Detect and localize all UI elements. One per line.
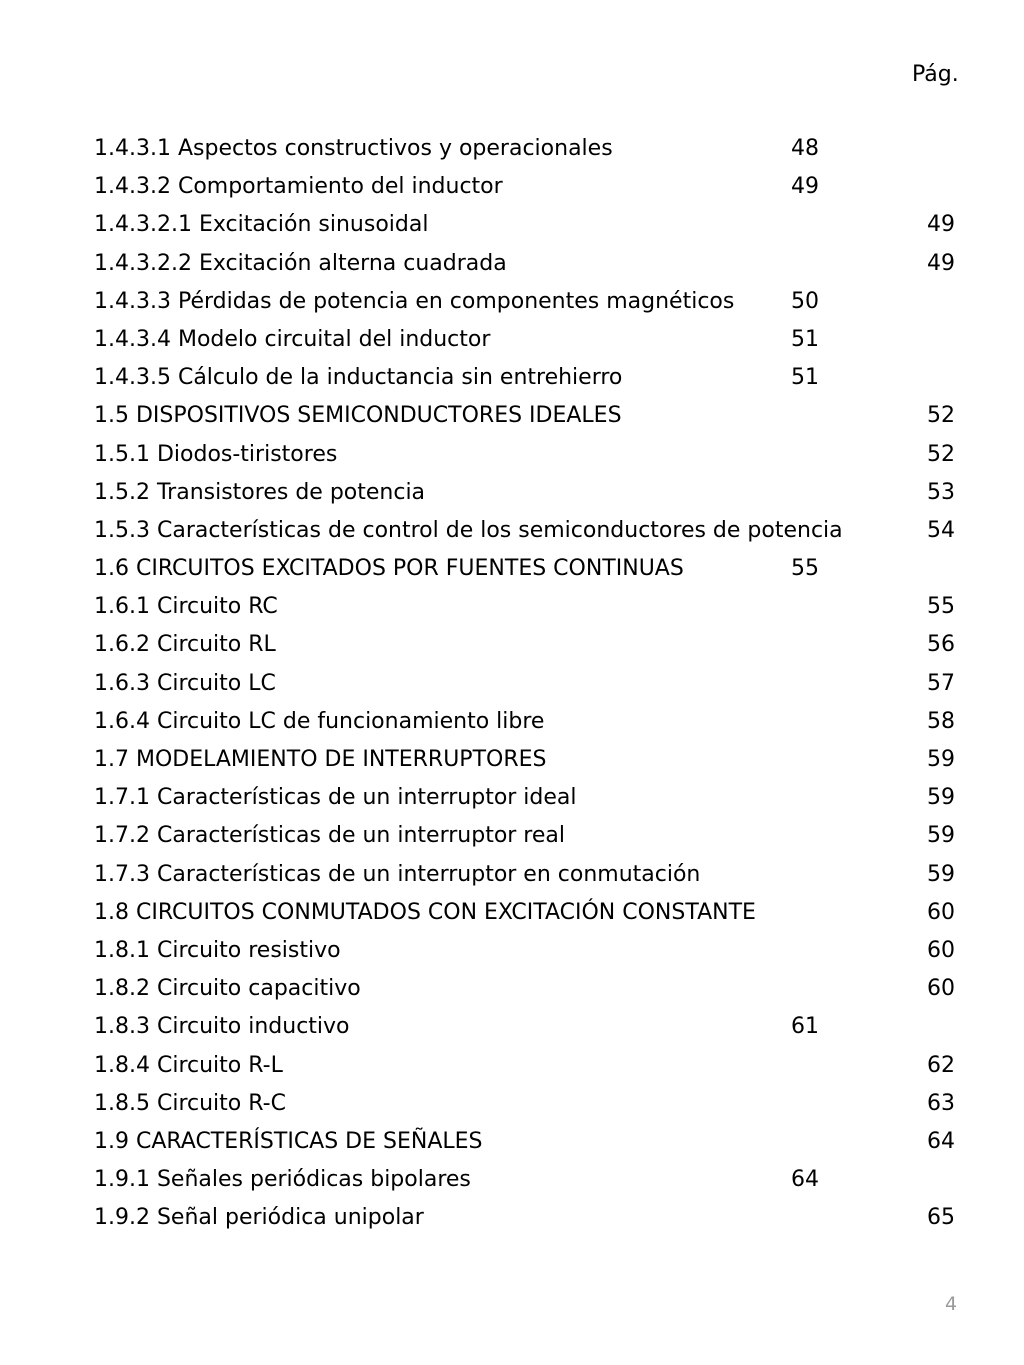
toc-entry <box>94 741 964 779</box>
toc-entry-title: 1.5 DISPOSITIVOS SEMICONDUCTORES IDEALES <box>94 403 622 429</box>
toc-entry-page: 48 <box>791 136 819 161</box>
toc-entry-title: 1.4.3.2.2 Excitación alterna cuadrada <box>94 250 507 276</box>
toc-entry-title: 1.9.2 Señal periódica unipolar <box>94 1205 424 1231</box>
toc-entry-page: 64 <box>927 1128 955 1154</box>
toc-entry-page: 59 <box>927 747 955 772</box>
toc-entry-title: 1.8.5 Circuito R-C <box>94 1090 286 1116</box>
toc-entry-page: 58 <box>927 708 955 734</box>
toc-entry <box>94 1008 964 1046</box>
toc-entry <box>94 512 964 550</box>
toc-entry-page: 63 <box>927 1090 955 1116</box>
toc-entry <box>94 1161 964 1199</box>
toc-entry-title: 1.4.3.1 Aspectos constructivos y operacionales <box>94 136 613 161</box>
toc-entry-title: 1.8.3 Circuito inductivo <box>94 1014 350 1040</box>
page-column-label: Pág. <box>912 62 959 87</box>
toc-entry-title: 1.4.3.5 Cálculo de la inductancia sin entrehierro <box>94 365 623 391</box>
toc-entry <box>94 359 964 397</box>
toc-entry <box>94 436 964 474</box>
toc-entry <box>94 397 964 435</box>
toc-entry-title: 1.8.1 Circuito resistivo <box>94 937 341 963</box>
toc-entry-page: 49 <box>927 250 955 276</box>
toc-entry <box>94 703 964 741</box>
toc-entry-title: 1.5.1 Diodos-tiristores <box>94 441 338 467</box>
toc-entry <box>94 206 964 244</box>
toc-entry-page: 61 <box>791 1014 819 1040</box>
toc-entry <box>94 970 964 1008</box>
toc-entry-title: 1.6.2 Circuito RL <box>94 632 276 658</box>
toc-entry-title: 1.4.3.2.1 Excitación sinusoidal <box>94 212 429 238</box>
toc-entry <box>94 1199 964 1237</box>
toc-entry-page: 49 <box>791 174 819 200</box>
toc-entry-title: 1.7.2 Características de un interruptor real <box>94 823 566 849</box>
toc-entry-title: 1.8.2 Circuito capacitivo <box>94 976 361 1002</box>
toc-entry <box>94 1085 964 1123</box>
toc-entry <box>94 588 964 626</box>
toc-entry <box>94 856 964 894</box>
toc-entry-title: 1.8 CIRCUITOS CONMUTADOS CON EXCITACIÓN CONSTANTE <box>94 899 756 925</box>
toc-entry-title: 1.6.3 Circuito LC <box>94 670 276 696</box>
toc-entry-page: 59 <box>927 823 955 849</box>
toc-entry <box>94 779 964 817</box>
toc-entry-page: 59 <box>927 785 955 811</box>
toc-entry <box>94 1123 964 1161</box>
table-of-contents <box>94 130 964 1237</box>
toc-entry-page: 60 <box>927 899 955 925</box>
toc-entry <box>94 1047 964 1085</box>
toc-entry <box>94 817 964 855</box>
toc-entry <box>94 283 964 321</box>
toc-entry-page: 55 <box>927 594 955 620</box>
toc-entry <box>94 130 964 168</box>
toc-entry <box>94 550 964 588</box>
toc-entry-title: 1.4.3.3 Pérdidas de potencia en componentes magnéticos <box>94 288 735 314</box>
toc-entry-title: 1.9 CARACTERÍSTICAS DE SEÑALES <box>94 1128 483 1154</box>
toc-entry-page: 64 <box>791 1167 819 1193</box>
toc-entry <box>94 245 964 283</box>
toc-entry-title: 1.6.1 Circuito RC <box>94 594 278 620</box>
toc-entry <box>94 168 964 206</box>
toc-entry-page: 60 <box>927 976 955 1002</box>
toc-entry-page: 54 <box>927 517 955 543</box>
toc-entry-page: 49 <box>927 212 955 238</box>
toc-entry-title: 1.9.1 Señales periódicas bipolares <box>94 1167 471 1193</box>
toc-entry-page: 52 <box>927 441 955 467</box>
page-number: 4 <box>945 1293 958 1315</box>
toc-entry <box>94 894 964 932</box>
toc-entry-page: 52 <box>927 403 955 429</box>
toc-entry-title: 1.5.3 Características de control de los semiconductores de potencia <box>94 517 843 543</box>
toc-entry-page: 57 <box>927 670 955 696</box>
toc-entry-title: 1.6 CIRCUITOS EXCITADOS POR FUENTES CONTINUAS <box>94 556 684 582</box>
toc-entry-title: 1.7 MODELAMIENTO DE INTERRUPTORES <box>94 747 547 772</box>
toc-entry-page: 53 <box>927 479 955 505</box>
toc-entry-title: 1.6.4 Circuito LC de funcionamiento libre <box>94 708 545 734</box>
toc-entry <box>94 474 964 512</box>
toc-entry-page: 50 <box>791 288 819 314</box>
toc-entry-page: 56 <box>927 632 955 658</box>
toc-entry <box>94 321 964 359</box>
toc-entry <box>94 932 964 970</box>
toc-entry-title: 1.7.1 Características de un interruptor ideal <box>94 785 577 811</box>
toc-entry-title: 1.4.3.2 Comportamiento del inductor <box>94 174 503 200</box>
toc-entry-page: 51 <box>791 365 819 391</box>
toc-entry-page: 51 <box>791 326 819 352</box>
toc-entry-title: 1.5.2 Transistores de potencia <box>94 479 426 505</box>
toc-entry-page: 59 <box>927 861 955 887</box>
toc-entry-page: 55 <box>791 556 819 582</box>
toc-entry-page: 62 <box>927 1052 955 1078</box>
toc-entry <box>94 665 964 703</box>
toc-entry <box>94 626 964 664</box>
toc-entry-page: 60 <box>927 937 955 963</box>
toc-entry-title: 1.4.3.4 Modelo circuital del inductor <box>94 326 491 352</box>
toc-entry-title: 1.7.3 Características de un interruptor en conmutación <box>94 861 701 887</box>
toc-entry-page: 65 <box>927 1205 955 1231</box>
toc-entry-title: 1.8.4 Circuito R-L <box>94 1052 283 1078</box>
